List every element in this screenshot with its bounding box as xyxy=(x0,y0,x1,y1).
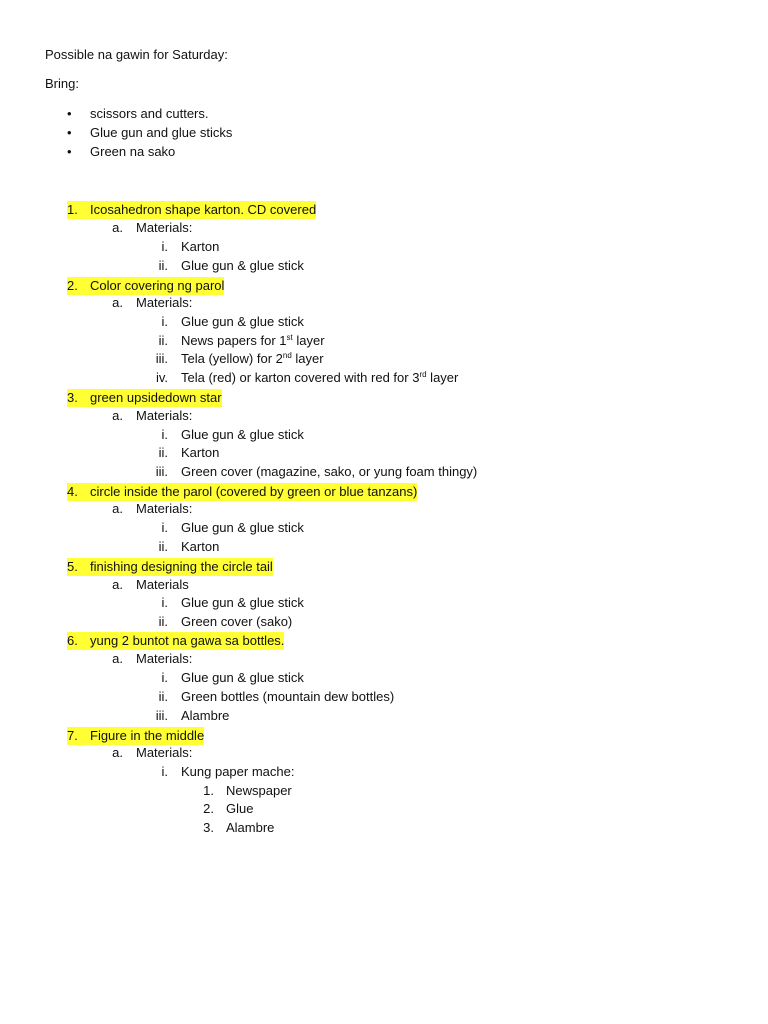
list-text xyxy=(181,426,304,444)
task-number: 7. xyxy=(67,728,78,743)
list-text xyxy=(181,519,304,537)
task-number: 1. xyxy=(67,202,78,217)
task-heading xyxy=(0,201,768,219)
list-text xyxy=(181,350,324,368)
list-text xyxy=(226,819,274,837)
material-item xyxy=(0,763,768,781)
sub-material-item xyxy=(0,819,768,837)
list-text xyxy=(181,613,292,631)
material-item xyxy=(0,463,768,481)
list-marker: a. xyxy=(112,577,123,592)
task-number: 2. xyxy=(67,278,78,293)
list-text-main: Materials: xyxy=(136,220,193,235)
list-text xyxy=(226,782,292,800)
material-item xyxy=(0,350,768,368)
list-marker: i. xyxy=(161,314,168,329)
task-title: Figure in the middle xyxy=(90,728,205,743)
list-text-main: Tela (red) or karton covered with red for 3 xyxy=(181,370,420,385)
list-text-main: Tela (yellow) for 2 xyxy=(181,351,283,366)
list-marker: ii. xyxy=(158,539,168,554)
task-heading xyxy=(0,632,768,650)
list-text xyxy=(181,463,477,481)
list-text-main: Green bottles (mountain dew bottles) xyxy=(181,689,395,704)
task-highlight xyxy=(67,558,273,576)
material-item xyxy=(0,538,768,556)
material-item xyxy=(0,688,768,706)
list-text-main: Green cover (sako) xyxy=(181,614,293,629)
list-text xyxy=(181,669,304,687)
list-text-main: Glue gun & glue stick xyxy=(181,670,304,685)
bring-item-text: Green na sako xyxy=(90,144,176,159)
list-text xyxy=(181,538,219,556)
list-text xyxy=(136,219,192,237)
list-text-main: Glue xyxy=(226,801,254,816)
intro-text: Possible na gawin for Saturday: xyxy=(45,47,228,62)
list-text-main: Materials xyxy=(136,577,189,592)
sub-item xyxy=(0,576,768,594)
list-marker: a. xyxy=(112,651,123,666)
task-number: 3. xyxy=(67,390,78,405)
list-text-main: Materials: xyxy=(136,295,193,310)
list-text xyxy=(181,369,458,387)
list-text xyxy=(181,688,394,706)
list-marker: iii. xyxy=(155,464,168,479)
material-item xyxy=(0,707,768,725)
bullet-icon: • xyxy=(67,144,72,159)
list-marker: iii. xyxy=(155,351,168,366)
list-text-tail: layer xyxy=(292,333,325,348)
list-text xyxy=(181,707,229,725)
bring-item xyxy=(0,124,768,142)
bring-item-text: scissors and cutters. xyxy=(90,106,209,121)
task-heading xyxy=(0,277,768,295)
intro-line xyxy=(0,46,768,64)
task-title: green upsidedown star xyxy=(90,390,222,405)
task-heading xyxy=(0,483,768,501)
material-item xyxy=(0,444,768,462)
material-item xyxy=(0,332,768,350)
sub-item xyxy=(0,650,768,668)
task-title: yung 2 buntot na gawa sa bottles. xyxy=(90,633,285,648)
list-text-main: Materials: xyxy=(136,745,193,760)
ordinal-suffix: nd xyxy=(282,351,292,360)
material-item xyxy=(0,369,768,387)
task-title: Icosahedron shape karton. CD covered xyxy=(90,202,317,217)
material-item xyxy=(0,313,768,331)
list-text-main: Alambre xyxy=(226,820,275,835)
list-text-main: Green cover (magazine, sako, or yung foam thingy) xyxy=(181,464,478,479)
list-text-main: News papers for 1 xyxy=(181,333,287,348)
bring-label: Bring: xyxy=(45,76,79,91)
task-heading xyxy=(0,389,768,407)
list-text-main: Kung paper mache: xyxy=(181,764,295,779)
material-item xyxy=(0,613,768,631)
sub-item xyxy=(0,407,768,425)
sub-item xyxy=(0,219,768,237)
task-highlight xyxy=(67,201,316,219)
list-text-main: Materials: xyxy=(136,408,193,423)
list-marker: i. xyxy=(161,764,168,779)
task-highlight xyxy=(67,632,284,650)
list-marker: a. xyxy=(112,295,123,310)
sub-material-item xyxy=(0,800,768,818)
list-marker: a. xyxy=(112,501,123,516)
list-text-tail: layer xyxy=(291,351,324,366)
sub-item xyxy=(0,744,768,762)
material-item xyxy=(0,519,768,537)
ordinal-suffix: rd xyxy=(419,370,427,379)
list-text-tail: layer xyxy=(426,370,459,385)
list-text-main: Karton xyxy=(181,539,220,554)
list-marker: a. xyxy=(112,745,123,760)
material-item xyxy=(0,426,768,444)
list-text-main: Materials: xyxy=(136,651,193,666)
list-text xyxy=(226,800,253,818)
list-text-main: Glue gun & glue stick xyxy=(181,520,304,535)
task-heading xyxy=(0,558,768,576)
list-text xyxy=(181,313,304,331)
list-text xyxy=(181,444,219,462)
list-text xyxy=(181,238,219,256)
sub-item xyxy=(0,500,768,518)
list-text xyxy=(136,294,192,312)
bring-item xyxy=(0,105,768,123)
list-text-main: Alambre xyxy=(181,708,230,723)
bring-line xyxy=(0,75,768,93)
list-text xyxy=(136,407,192,425)
material-item xyxy=(0,669,768,687)
list-text xyxy=(136,650,192,668)
task-title: circle inside the parol (covered by green or blue tanzans) xyxy=(90,484,418,499)
list-marker: iv. xyxy=(155,370,168,385)
list-marker: a. xyxy=(112,220,123,235)
ordinal-suffix: st xyxy=(286,333,293,342)
list-text-main: Glue gun & glue stick xyxy=(181,595,304,610)
task-highlight xyxy=(67,483,417,501)
list-text xyxy=(181,763,294,781)
list-marker: i. xyxy=(161,595,168,610)
list-marker: ii. xyxy=(158,445,168,460)
bring-item-text: Glue gun and glue sticks xyxy=(90,125,233,140)
task-title: finishing designing the circle tail xyxy=(90,559,273,574)
list-marker: i. xyxy=(161,427,168,442)
list-text xyxy=(181,257,304,275)
list-marker: 2. xyxy=(203,801,214,816)
task-highlight xyxy=(67,727,204,745)
list-text-main: Newspaper xyxy=(226,783,292,798)
list-marker: ii. xyxy=(158,333,168,348)
list-marker: a. xyxy=(112,408,123,423)
list-text xyxy=(136,744,192,762)
list-marker: i. xyxy=(161,239,168,254)
list-text xyxy=(181,594,304,612)
sub-material-item xyxy=(0,782,768,800)
list-text xyxy=(181,332,325,350)
list-text-main: Materials: xyxy=(136,501,193,516)
task-heading xyxy=(0,727,768,745)
task-highlight xyxy=(67,389,222,407)
sub-item xyxy=(0,294,768,312)
list-text xyxy=(136,500,192,518)
task-title: Color covering ng parol xyxy=(90,278,225,293)
bullet-icon: • xyxy=(67,125,72,140)
material-item xyxy=(0,238,768,256)
material-item xyxy=(0,594,768,612)
material-item xyxy=(0,257,768,275)
bullet-icon: • xyxy=(67,106,72,121)
bring-item xyxy=(0,143,768,161)
list-text-main: Glue gun & glue stick xyxy=(181,427,304,442)
list-marker: ii. xyxy=(158,614,168,629)
list-marker: 1. xyxy=(203,783,214,798)
task-number: 5. xyxy=(67,559,78,574)
task-highlight xyxy=(67,277,224,295)
list-text-main: Karton xyxy=(181,239,220,254)
list-text-main: Karton xyxy=(181,445,220,460)
list-text-main: Glue gun & glue stick xyxy=(181,258,304,273)
task-number: 6. xyxy=(67,633,78,648)
list-marker: ii. xyxy=(158,258,168,273)
task-number: 4. xyxy=(67,484,78,499)
list-text-main: Glue gun & glue stick xyxy=(181,314,304,329)
list-marker: i. xyxy=(161,670,168,685)
list-marker: ii. xyxy=(158,689,168,704)
list-marker: iii. xyxy=(155,708,168,723)
list-text xyxy=(136,576,189,594)
list-marker: i. xyxy=(161,520,168,535)
list-marker: 3. xyxy=(203,820,214,835)
